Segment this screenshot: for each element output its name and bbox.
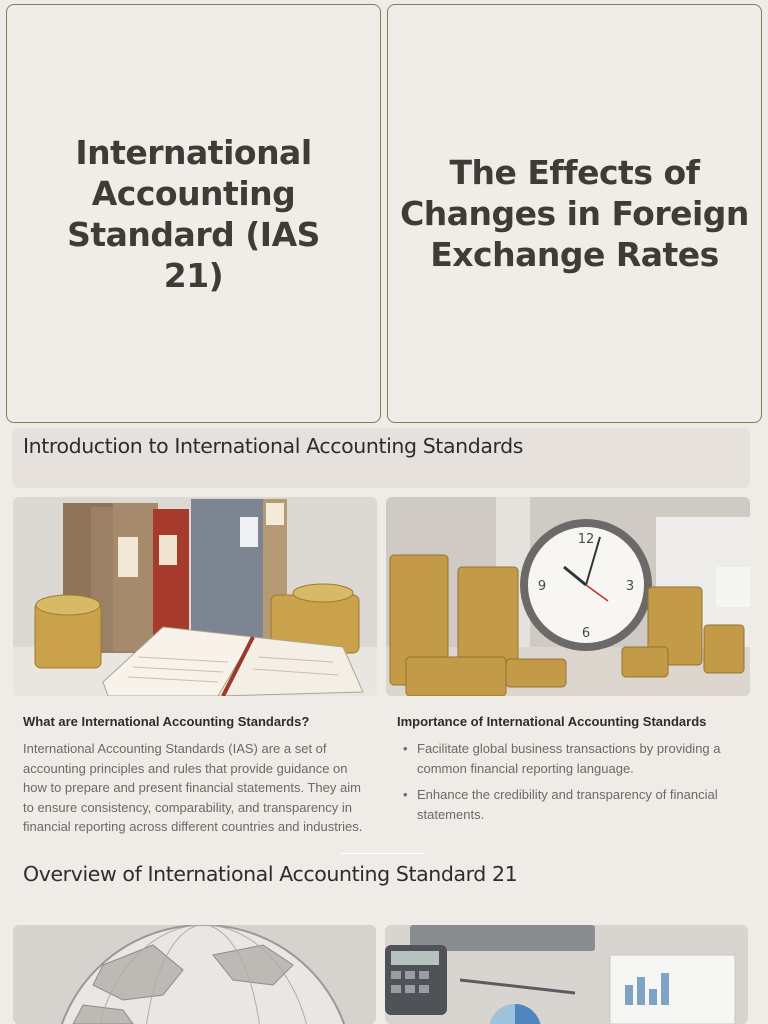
overview-section-title: Overview of International Accounting Standard 21 bbox=[23, 862, 518, 886]
intro-left-heading: What are International Accounting Standards? bbox=[23, 714, 310, 729]
svg-text:12: 12 bbox=[577, 532, 595, 547]
svg-text:9: 9 bbox=[537, 579, 547, 594]
importance-bullet: • Enhance the credibility and transparency of financial statements. bbox=[401, 785, 746, 824]
binders-coins-image bbox=[13, 497, 377, 696]
divider bbox=[341, 853, 425, 854]
cover-title-left: International Accounting Standard (IAS 21) bbox=[67, 132, 320, 295]
cover-title-right: The Effects of Changes in Foreign Exchange Rates bbox=[400, 153, 749, 274]
intro-right-heading: Importance of International Accounting Standards bbox=[397, 714, 707, 729]
importance-list bbox=[401, 739, 746, 831]
desk-calculator-image bbox=[385, 925, 748, 1024]
svg-text:6: 6 bbox=[581, 626, 591, 641]
intro-section-title: Introduction to International Accounting Standards bbox=[23, 434, 524, 458]
clock-coins-image bbox=[386, 497, 750, 696]
svg-text:3: 3 bbox=[625, 579, 635, 594]
globe-image bbox=[13, 925, 376, 1024]
cover-card-left bbox=[6, 4, 381, 423]
intro-left-body: International Accounting Standards (IAS) are a set of accounting principles and rules that provide guidance on how to prepare and present financial statements. They aim to ensure consistency, comparability, and transparency in financial reporting across different countries and industries. bbox=[23, 741, 363, 834]
importance-bullet: • Facilitate global business transactions by providing a common financial reporting language. bbox=[401, 739, 746, 778]
cover-card-right bbox=[387, 4, 762, 423]
